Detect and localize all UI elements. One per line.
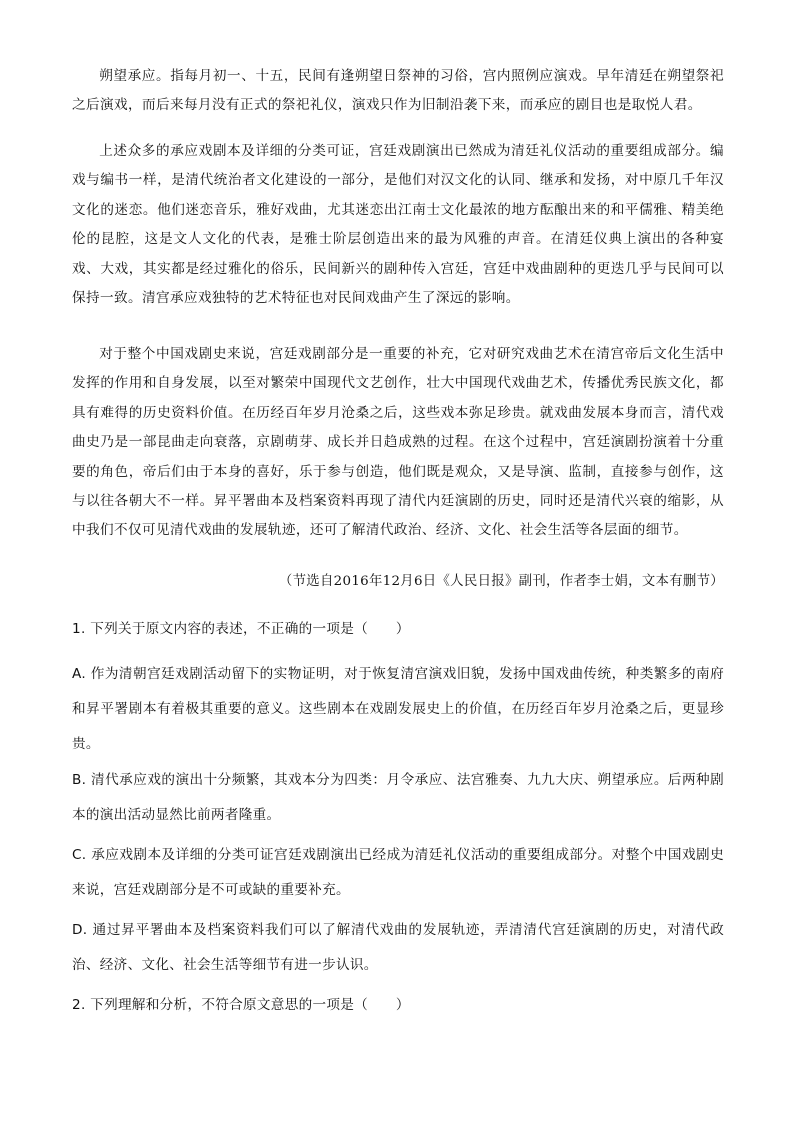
article-paragraph-3: 对于整个中国戏剧史来说，宫廷戏剧部分是一重要的补充，它对研究戏曲艺术在清宫帝后文化生活中发挥的作用和自身发展，以至对繁荣中国现代文艺创作，壮大中国现代戏曲艺术，传播优秀民族文化，都具有难得的历史资料价值。在历经百年岁月沧桑之后，这些戏本弥足珍贵。就戏曲发展本身而言，清代戏曲史乃是一部昆曲走向衰落，京剧萌芽、成长并日趋成熟的过程。在这个过程中，宫廷演剧扮演着十分重要的角色，帝后们由于本身的喜好，乐于参与创造，他们既是观众，又是导演、监制，直接参与创作，这与以往各朝大不一样。昇平署曲本及档案资料再现了清代内廷演剧的历史，同时还是清代兴衰的缩影，从中我们不仅可见清代戏曲的发展轨迹，还可了解清代政治、经济、文化、社会生活等各层面的细节。 bbox=[72, 346, 724, 539]
question-1-option-b: B. 清代承应戏的演出十分频繁，其戏本分为四类：月令承应、法宫雅奏、九九大庆、朔望承应。后两种剧本的演出活动显然比前两者隆重。 bbox=[72, 772, 724, 823]
question-1-option-a: A. 作为清朝宫廷戏剧活动留下的实物证明，对于恢复清宫演戏旧貌，发扬中国戏曲传统，种类繁多的南府和昇平署剧本有着极其重要的意义。这些剧本在戏剧发展史上的价值，在历经百年岁月沧桑之后，更显珍贵。 bbox=[72, 666, 724, 752]
article-source-note: （节选自2016年12月6日《人民日报》副刊，作者李士娟，文本有删节） bbox=[278, 574, 724, 589]
question-2-stem: 2. 下列理解和分析，不符合原文意思的一项是（ ） bbox=[72, 997, 410, 1013]
question-1-option-d: D. 通过昇平署曲本及档案资料我们可以了解清代戏曲的发展轨迹，弄清清代宫廷演剧的历史，对清代政治、经济、文化、社会生活等细节有进一步认识。 bbox=[72, 922, 724, 973]
article-paragraph-1: 朔望承应。指每月初一、十五，民间有逢朔望日祭神的习俗，宫内照例应演戏。早年清廷在朔望祭祀之后演戏，而后来每月没有正式的祭祀礼仪，演戏只作为旧制沿袭下来，而承应的剧目也是取悦人君。 bbox=[72, 68, 724, 114]
question-1-stem: 1. 下列关于原文内容的表述，不正确的一项是（ ） bbox=[72, 621, 410, 637]
question-1-option-c: C. 承应戏剧本及详细的分类可证宫廷戏剧演出已经成为清廷礼仪活动的重要组成部分。对整个中国戏剧史来说，宫廷戏剧部分是不可或缺的重要补充。 bbox=[72, 847, 724, 898]
article-paragraph-2: 上述众多的承应戏剧本及详细的分类可证，宫廷戏剧演出已然成为清廷礼仪活动的重要组成部分。编戏与编书一样，是清代统治者文化建设的一部分，是他们对汉文化的认同、继承和发扬，对中原几千年汉文化的迷恋。他们迷恋音乐，雅好戏曲，尤其迷恋出江南士文化最浓的地方酝酿出来的和平儒雅、精美绝伦的昆腔，这是文人文化的代表，是雅士阶层创造出来的最为风雅的声音。在清廷仪典上演出的各种宴戏、大戏，其实都是经过雅化的俗乐，民间新兴的剧种传入宫廷，宫廷中戏曲剧种的更迭几乎与民间可以保持一致。清宫承应戏独特的艺术特征也对民间戏曲产生了深远的影响。 bbox=[72, 143, 724, 307]
